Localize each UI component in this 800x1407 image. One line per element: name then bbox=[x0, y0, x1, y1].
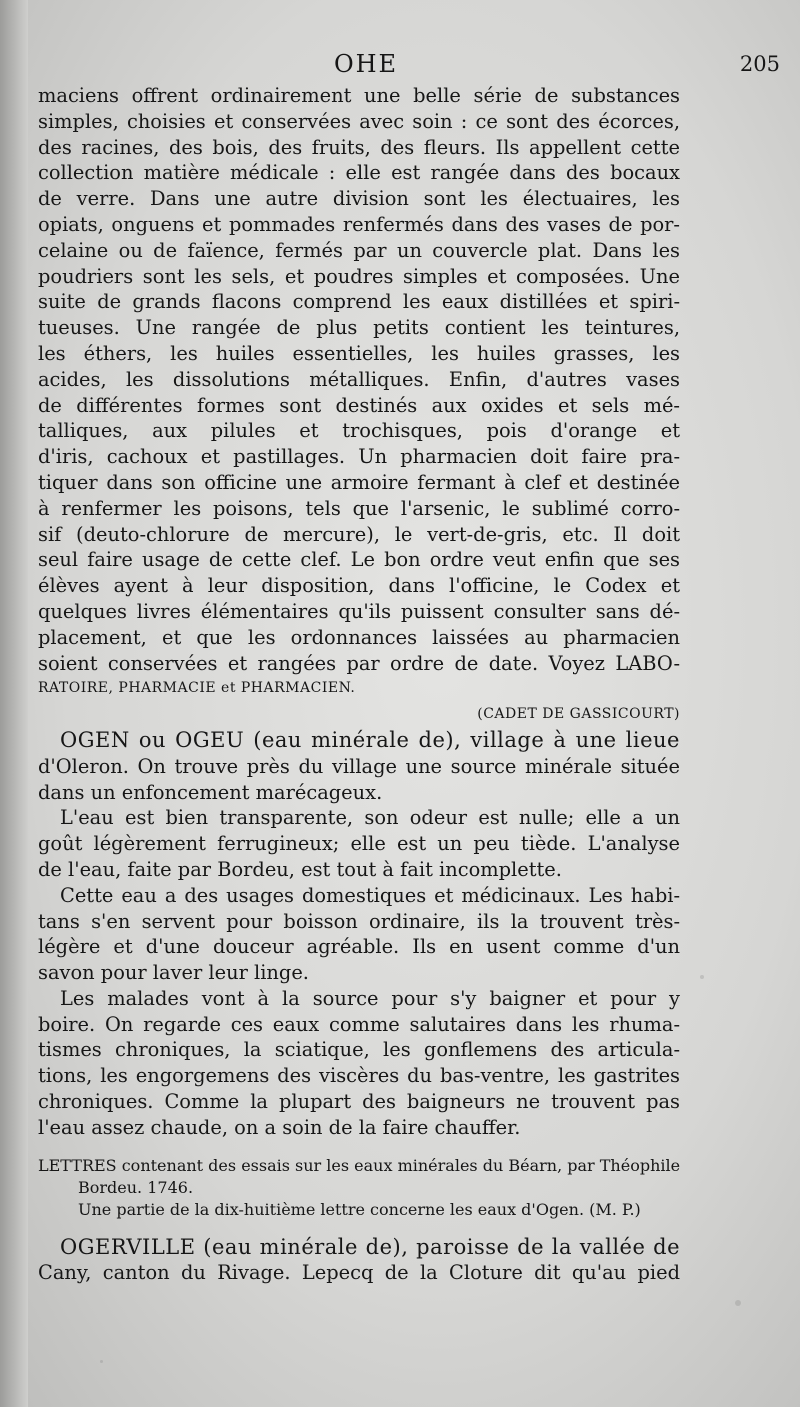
text-line: seul faire usage de cette clef. Le bon ordre veut enfin que ses bbox=[38, 548, 680, 572]
entry-heading-ogen: OGEN ou OGEU (eau minérale de), village à une lieue bbox=[60, 727, 680, 752]
text-line: Cany, canton du Rivage. Lepecq de la Cloture dit qu'au pied bbox=[38, 1261, 680, 1285]
text-line: légère et d'une douceur agréable. Ils en usent comme d'un bbox=[38, 935, 680, 959]
page-gutter bbox=[0, 0, 28, 1407]
text-line: collection matière médicale : elle est rangée dans des bocaux bbox=[38, 161, 680, 185]
page-header bbox=[40, 50, 780, 86]
text-line: poudriers sont les sels, et poudres simples et composées. Une bbox=[38, 264, 680, 288]
paper-stain bbox=[100, 1360, 103, 1363]
text-line: de l'eau, faite par Bordeu, est tout à fait incomplette. bbox=[38, 857, 562, 881]
text-line: tismes chroniques, la sciatique, les gonflemens des articula- bbox=[38, 1038, 680, 1062]
text-line: tions, les engorgemens des viscères du bas-ventre, les gastrites bbox=[38, 1064, 680, 1088]
text-line: acides, les dissolutions métalliques. Enfin, d'autres vases bbox=[38, 367, 680, 391]
text-line: d'Oleron. On trouve près du village une source minérale située bbox=[38, 754, 680, 778]
text-line: boire. On regarde ces eaux comme salutaires dans les rhuma- bbox=[38, 1012, 680, 1036]
text-line: dans un enfoncement marécageux. bbox=[38, 780, 383, 804]
text-line: l'eau assez chaude, on a soin de la faire chauffer. bbox=[38, 1115, 521, 1139]
running-head: OHE bbox=[333, 50, 399, 78]
text-line: goût légèrement ferrugineux; elle est un peu tiède. L'analyse bbox=[38, 832, 680, 856]
text-line: Cette eau a des usages domestiques et médicinaux. Les habi- bbox=[60, 883, 680, 907]
text-line: maciens offrent ordinairement une belle série de substances bbox=[38, 84, 680, 107]
text-line: tans s'en servent pour boisson ordinaire, ils la trouvent très- bbox=[38, 909, 680, 933]
bibliography-line: LETTRES contenant des essais sur les eaux minérales du Béarn, par Théophile bbox=[38, 1155, 680, 1175]
page-body bbox=[38, 83, 680, 1286]
text-line: chroniques. Comme la plupart des baigneurs ne trouvent pas bbox=[38, 1090, 680, 1114]
page-number: 205 bbox=[739, 52, 780, 76]
text-line: Les malades vont à la source pour s'y baigner et pour y bbox=[60, 986, 680, 1010]
text-line: suite de grands flacons comprend les eaux distillées et spiri- bbox=[38, 290, 680, 314]
text-line: placement, et que les ordonnances laissées au pharmacien bbox=[38, 625, 680, 649]
cross-reference-line: RATOIRE, PHARMACIE et PHARMACIEN. bbox=[38, 680, 356, 697]
text-line: talliques, aux pilules et trochisques, pois d'orange et bbox=[38, 419, 680, 443]
text-line: opiats, onguens et pommades renfermés dans des vases de por- bbox=[38, 212, 680, 236]
text-line: savon pour laver leur linge. bbox=[38, 961, 309, 985]
text-line: tueuses. Une rangée de plus petits contient les teintures, bbox=[38, 316, 680, 340]
paper-stain bbox=[700, 975, 704, 979]
paper-stain bbox=[735, 1300, 741, 1306]
bibliography-line: Une partie de la dix-huitième lettre concerne les eaux d'Ogen. (M. P.) bbox=[78, 1199, 641, 1219]
text-line: sif (deuto-chlorure de mercure), le vert-de-gris, etc. Il doit bbox=[38, 522, 680, 546]
text-line: celaine ou de faïence, fermés par un couvercle plat. Dans les bbox=[38, 238, 680, 262]
text-line: soient conservées et rangées par ordre de date. Voyez LABO- bbox=[38, 651, 680, 675]
text-line: de verre. Dans une autre division sont les électuaires, les bbox=[38, 187, 680, 211]
entry-heading-ogerville: OGERVILLE (eau minérale de), paroisse de la vallée de bbox=[60, 1234, 680, 1259]
text-line: simples, choisies et conservées avec soin : ce sont des écorces, bbox=[38, 109, 680, 133]
author-signature: (CADET DE GASSICOURT) bbox=[477, 706, 680, 723]
bibliography-line: Bordeu. 1746. bbox=[78, 1177, 194, 1197]
text-line: tiquer dans son officine une armoire fermant à clef et destinée bbox=[38, 470, 680, 494]
text-line: à renfermer les poisons, tels que l'arsenic, le sublimé corro- bbox=[38, 496, 680, 520]
bibliography-note bbox=[38, 1155, 680, 1221]
text-line: quelques livres élémentaires qu'ils puissent consulter sans dé- bbox=[38, 599, 680, 623]
text-line: de différentes formes sont destinés aux oxides et sels mé- bbox=[38, 393, 680, 417]
text-line: élèves ayent à leur disposition, dans l'officine, le Codex et bbox=[38, 574, 680, 598]
text-line: L'eau est bien transparente, son odeur est nulle; elle a un bbox=[60, 806, 680, 830]
text-line: les éthers, les huiles essentielles, les huiles grasses, les bbox=[38, 341, 680, 365]
text-line: d'iris, cachoux et pastillages. Un pharmacien doit faire pra- bbox=[38, 445, 680, 469]
text-line: des racines, des bois, des fruits, des fleurs. Ils appellent cette bbox=[38, 135, 680, 159]
